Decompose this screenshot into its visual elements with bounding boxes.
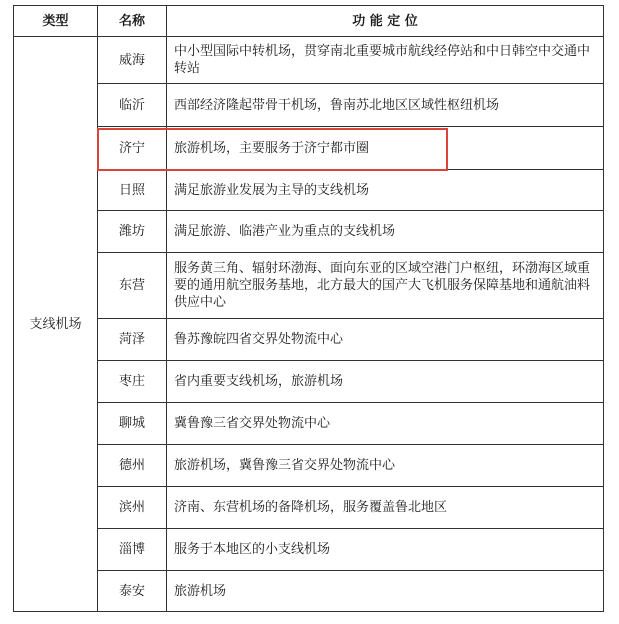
airport-function: 西部经济隆起带骨干机场，鲁南苏北地区区域性枢纽机场 bbox=[167, 84, 604, 127]
airport-function: 鲁苏豫皖四省交界处物流中心 bbox=[167, 319, 604, 361]
table-row bbox=[14, 37, 604, 84]
table-row bbox=[14, 445, 604, 487]
header-type: 类型 bbox=[14, 6, 98, 37]
airport-name: 滨州 bbox=[98, 487, 167, 529]
airport-function-table bbox=[13, 5, 604, 612]
category-cell: 支线机场 bbox=[14, 37, 98, 612]
airport-name: 威海 bbox=[98, 37, 167, 84]
airport-function: 中小型国际中转机场，贯穿南北重要城市航线经停站和中日韩空中交通中转站 bbox=[167, 37, 604, 84]
airport-name: 东营 bbox=[98, 253, 167, 319]
airport-function: 旅游机场，冀鲁豫三省交界处物流中心 bbox=[167, 445, 604, 487]
table-row bbox=[14, 403, 604, 445]
airport-function: 服务黄三角、辐射环渤海、面向东亚的区域空港门户枢纽，环渤海区域重要的通用航空服务基地，北方最大的国产大飞机服务保障基地和通航油料供应中心 bbox=[167, 253, 604, 319]
table-row bbox=[14, 361, 604, 403]
header-name: 名称 bbox=[98, 6, 167, 37]
airport-function: 省内重要支线机场，旅游机场 bbox=[167, 361, 604, 403]
airport-function: 旅游机场 bbox=[167, 571, 604, 612]
table-row bbox=[14, 127, 604, 170]
table-header-row bbox=[14, 6, 604, 37]
airport-function: 冀鲁豫三省交界处物流中心 bbox=[167, 403, 604, 445]
table-row bbox=[14, 487, 604, 529]
airport-function: 满足旅游、临港产业为重点的支线机场 bbox=[167, 211, 604, 253]
airport-name: 临沂 bbox=[98, 84, 167, 127]
airport-name: 菏泽 bbox=[98, 319, 167, 361]
airport-name: 日照 bbox=[98, 170, 167, 211]
airport-function: 服务于本地区的小支线机场 bbox=[167, 529, 604, 571]
airport-function: 济南、东营机场的备降机场，服务覆盖鲁北地区 bbox=[167, 487, 604, 529]
table-row bbox=[14, 84, 604, 127]
airport-name: 潍坊 bbox=[98, 211, 167, 253]
airport-name: 聊城 bbox=[98, 403, 167, 445]
table-row bbox=[14, 170, 604, 211]
table-row bbox=[14, 211, 604, 253]
airport-name: 德州 bbox=[98, 445, 167, 487]
header-function: 功 能 定 位 bbox=[167, 6, 604, 37]
airport-function: 满足旅游业发展为主导的支线机场 bbox=[167, 170, 604, 211]
table-row bbox=[14, 529, 604, 571]
airport-name: 济宁 bbox=[98, 127, 167, 170]
airport-name: 枣庄 bbox=[98, 361, 167, 403]
airport-name: 泰安 bbox=[98, 571, 167, 612]
table-row bbox=[14, 319, 604, 361]
airport-name: 淄博 bbox=[98, 529, 167, 571]
airport-function: 旅游机场，主要服务于济宁都市圈 bbox=[167, 127, 604, 170]
table-row bbox=[14, 253, 604, 319]
table-row bbox=[14, 571, 604, 612]
